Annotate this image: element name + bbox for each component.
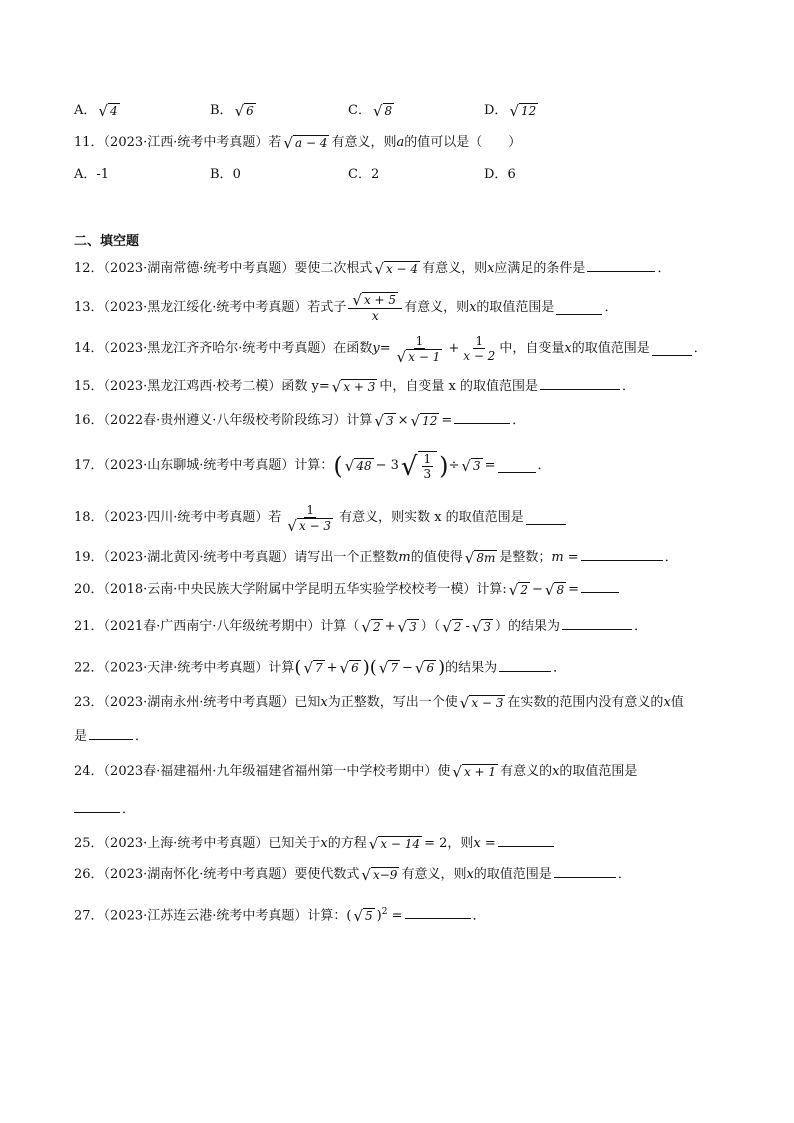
option-a xyxy=(74,166,109,184)
option-value: 2 xyxy=(370,167,380,182)
variable: x xyxy=(663,695,671,710)
fraction-numerator xyxy=(348,292,402,309)
radical: √ 6 xyxy=(234,101,254,120)
radicand: 4 xyxy=(109,103,118,118)
punctuation: ． xyxy=(604,300,618,315)
question-text: 的方程 xyxy=(327,836,367,851)
answer-blank[interactable] xyxy=(498,834,554,847)
operator: = xyxy=(563,550,579,565)
option-b xyxy=(210,166,241,184)
radicand: x + 3 xyxy=(343,379,376,394)
exponent: 2 xyxy=(381,907,388,917)
question-text: 应满足的条件是 xyxy=(494,261,586,276)
fraction-denominator: x − 2 xyxy=(463,349,496,363)
operator: + xyxy=(448,341,460,356)
radical: √ 3 xyxy=(471,617,492,636)
radical: √ 4 xyxy=(98,101,118,120)
left-paren: ( xyxy=(333,452,343,480)
question-text: 17．（2023·山东聊城·统考中考真题）计算： xyxy=(74,458,334,473)
question-text: 24．（2023春·福建福州·九年级福建省福州第一中学校考期中）使 xyxy=(74,764,451,779)
radical: √ 7 xyxy=(378,659,399,677)
right-paren: ) xyxy=(439,452,449,480)
question-text: 18．（2023·四川·统考中考真题）若 xyxy=(74,510,282,525)
radical: √ x − 3 xyxy=(459,693,504,712)
variable: x xyxy=(564,341,572,356)
radicand: 7 xyxy=(390,661,399,675)
fraction xyxy=(348,292,402,324)
radicand: x − 4 xyxy=(385,261,419,276)
fraction-numerator: 1 xyxy=(306,502,315,517)
variable: x xyxy=(552,764,560,779)
radicand: 6 xyxy=(426,661,435,675)
question-18 xyxy=(74,498,568,538)
radicand: 5 xyxy=(365,908,373,923)
radicand: 8 xyxy=(384,103,393,118)
option-c xyxy=(348,166,379,184)
radicand: 2 xyxy=(453,619,462,634)
question-text: 21．（2021春·广西南宁·八年级统考期中）计算（ xyxy=(74,619,360,634)
radical: √ 2 xyxy=(508,580,528,599)
option-letter: D． xyxy=(484,167,508,182)
question-text: 值 xyxy=(670,695,684,710)
fraction-denominator xyxy=(283,518,337,534)
radicand: 6 xyxy=(246,103,254,118)
radicand: 3 xyxy=(409,619,417,634)
option-letter: A． xyxy=(74,103,97,118)
answer-blank[interactable] xyxy=(526,512,566,525)
radical: √ 3 xyxy=(374,411,394,430)
radical: √ x − 3 xyxy=(287,516,332,535)
radicand: x + 5 xyxy=(363,293,397,307)
answer-blank[interactable] xyxy=(540,377,620,390)
question-text: 23．（2023·湖南永州·统考中考真题）已知 xyxy=(74,695,321,710)
question-25 xyxy=(74,834,556,853)
punctuation: ． xyxy=(617,867,631,882)
radical: √ x + 3 xyxy=(331,377,376,396)
radicand xyxy=(418,451,438,482)
option-b xyxy=(210,102,258,120)
radicand: 12 xyxy=(422,413,438,428)
radical: √ 8 xyxy=(372,101,393,120)
option-letter: C． xyxy=(348,103,371,118)
question-text: 有意义，则 xyxy=(401,867,467,882)
option-letter: D． xyxy=(484,103,508,118)
radical: √ a − 4 xyxy=(283,133,328,152)
variable: a xyxy=(396,135,405,150)
question-13 xyxy=(74,291,617,325)
question-26 xyxy=(74,865,631,884)
fraction xyxy=(283,503,337,534)
variable: x xyxy=(469,300,477,315)
fraction xyxy=(461,334,497,364)
radical: √ 12 xyxy=(410,411,438,430)
radical: √ x − 14 xyxy=(368,834,421,853)
radicand: 7 xyxy=(315,661,323,675)
left-paren: ( xyxy=(294,657,302,678)
question-text: 16．（2022春·贵州遵义·八年级校考阶段练习）计算 xyxy=(74,413,373,428)
punctuation: ． xyxy=(622,379,636,394)
fraction-denominator: 3 xyxy=(423,466,432,481)
option-letter: B． xyxy=(210,167,233,182)
punctuation: ． xyxy=(664,550,678,565)
operator: × xyxy=(397,413,409,428)
answer-blank[interactable] xyxy=(89,727,133,740)
question-21 xyxy=(74,617,647,636)
radical: √ 8 xyxy=(544,580,565,599)
radicand: a − 4 xyxy=(294,135,328,150)
operator: = xyxy=(480,836,496,851)
question-text: 11．（2023·江西·统考中考真题）若 xyxy=(74,135,282,150)
answer-blank[interactable] xyxy=(581,548,663,561)
question-23-cont xyxy=(74,727,148,746)
operator: - xyxy=(465,619,470,634)
radical: √ 3 xyxy=(461,457,481,475)
operator: = xyxy=(387,908,403,924)
question-text: 在实数的范围内没有意义的 xyxy=(507,695,664,710)
question-text: 27．（2023·江苏连云港·统考中考真题）计算：( xyxy=(74,908,352,924)
punctuation: ． xyxy=(553,660,567,676)
fraction xyxy=(393,334,447,365)
radicand: 3 xyxy=(472,459,481,473)
option-letter: B． xyxy=(210,103,233,118)
radicand: 6 xyxy=(351,661,359,675)
answer-blank[interactable] xyxy=(581,580,619,593)
variable: x xyxy=(487,261,495,276)
punctuation: ． xyxy=(472,908,486,924)
question-text: 的取值范围是 xyxy=(559,764,638,779)
radical: √ 2 xyxy=(442,617,462,636)
question-text: ）的结果为 xyxy=(495,619,561,634)
radical: √ x − 4 xyxy=(374,259,419,278)
question-17 xyxy=(74,444,551,488)
radicand: 12 xyxy=(521,103,537,118)
variable: m xyxy=(398,550,411,565)
radical: √ x−9 xyxy=(361,865,398,884)
question-16 xyxy=(74,411,525,430)
question-text: 有意义，则 xyxy=(331,135,397,150)
question-text: 12．（2023·湖南常德·统考中考真题）要使二次根式 xyxy=(74,261,373,276)
radical: √ 6 xyxy=(339,659,359,677)
question-12 xyxy=(74,259,670,278)
radicand: x−9 xyxy=(372,867,398,882)
question-text: 的值可以是（ ） xyxy=(404,135,522,150)
question-text: ）（ xyxy=(420,619,441,634)
operator: = xyxy=(568,582,579,597)
question-text: 的值使得 xyxy=(410,550,463,565)
punctuation: ． xyxy=(512,413,526,428)
answer-blank[interactable] xyxy=(405,906,471,919)
option-letter: A． xyxy=(74,167,97,182)
radical: √ x + 5 xyxy=(352,291,397,309)
option-value: -1 xyxy=(96,167,110,182)
operator: ÷ xyxy=(448,458,460,473)
variable: x xyxy=(320,836,328,851)
option-letter: C． xyxy=(348,167,371,182)
question-text: 有意义的 xyxy=(500,764,553,779)
radical: √ 7 xyxy=(303,659,323,677)
question-text: 20．（2018·云南·中央民族大学附属中学昆明五华实验学校校考一模）计算: xyxy=(74,582,507,597)
radicand: x − 3 xyxy=(471,695,504,710)
option-d xyxy=(484,102,540,120)
answer-blank[interactable] xyxy=(562,617,632,630)
answer-blank[interactable] xyxy=(554,865,616,878)
radical: √ 3 xyxy=(397,617,417,636)
answer-blank[interactable] xyxy=(556,302,602,315)
question-text: 22．（2023·天津·统考中考真题）计算 xyxy=(74,660,295,676)
radicand: 3 xyxy=(483,619,492,634)
variable: m xyxy=(551,550,564,565)
operator: − xyxy=(531,582,543,597)
question-text: 14．（2023·黑龙江齐齐哈尔·统考中考真题）在函数 xyxy=(74,341,373,356)
fraction-denominator: x xyxy=(371,309,379,323)
answer-blank[interactable] xyxy=(454,411,510,424)
radicand: 48 xyxy=(356,459,372,473)
question-text: 13．（2023·黑龙江绥化·统考中考真题）若式子 xyxy=(74,300,347,315)
question-24 xyxy=(74,763,637,781)
question-text: 有意义，则实数 x 的取值范围是 xyxy=(339,510,524,525)
radicand: x + 1 xyxy=(463,764,497,779)
operator: = xyxy=(379,341,391,356)
punctuation: ． xyxy=(657,261,671,276)
variable: x xyxy=(466,867,474,882)
question-text: = 2，则 xyxy=(424,836,474,851)
left-paren: ( xyxy=(369,657,377,678)
right-paren: ) xyxy=(438,657,446,678)
answer-blank[interactable] xyxy=(498,460,536,473)
answer-blank[interactable] xyxy=(499,659,551,672)
option-c xyxy=(348,102,396,120)
radical: √ 8m xyxy=(464,548,496,567)
fraction xyxy=(422,452,434,482)
question-text: 的取值范围是 xyxy=(473,867,552,882)
radical: √ x + 1 xyxy=(452,762,497,781)
operator: = xyxy=(441,413,453,428)
fraction-numerator: 1 xyxy=(415,333,424,348)
question-text: 25．（2023·上海·统考中考真题）已知关于 xyxy=(74,836,321,851)
radical: √ 5 xyxy=(353,906,373,925)
question-24-cont xyxy=(74,800,135,819)
question-text: 26．（2023·湖南怀化·统考中考真题）要使代数式 xyxy=(74,867,360,882)
question-text: 是整数； xyxy=(499,550,552,565)
question-text: 有意义，则 xyxy=(404,300,470,315)
punctuation: ． xyxy=(537,458,551,473)
operator: + xyxy=(326,660,338,676)
radicand: x − 3 xyxy=(298,518,332,533)
question-14 xyxy=(74,330,707,368)
radical: √ 12 xyxy=(509,101,537,120)
option-d xyxy=(484,166,516,184)
radicand: 8 xyxy=(556,582,565,597)
radical: √ 2 xyxy=(361,617,381,636)
option-a xyxy=(74,102,122,120)
fraction-numerator: 1 xyxy=(475,334,484,348)
operator: + xyxy=(384,619,396,634)
answer-blank[interactable] xyxy=(587,259,655,272)
variable: x xyxy=(320,695,328,710)
question-text: 的取值范围是 xyxy=(571,341,650,356)
punctuation: ． xyxy=(122,802,136,817)
question-22 xyxy=(74,656,566,680)
question-27 xyxy=(74,903,486,925)
punctuation: ) xyxy=(376,908,382,924)
question-text: 的结果为 xyxy=(445,660,498,676)
question-text: 15．（2023·黑龙江鸡西·校考二模）函数 y= xyxy=(74,379,330,394)
radicand: 8m xyxy=(476,550,496,565)
question-text: 中，自变量 x 的取值范围是 xyxy=(379,379,539,394)
right-paren: ) xyxy=(362,657,370,678)
question-11 xyxy=(74,134,521,152)
punctuation: ． xyxy=(135,729,149,744)
radical: √ $\frac{1}{3}$ xyxy=(401,451,437,482)
question-text: 为正整数，写出一个使 xyxy=(327,695,458,710)
operator: − xyxy=(402,660,413,676)
fraction-numerator: 1 xyxy=(423,451,432,466)
radicand: 2 xyxy=(520,582,528,597)
question-23 xyxy=(74,694,684,712)
question-text: 中，自变量 xyxy=(499,341,565,356)
question-19 xyxy=(74,548,678,567)
punctuation: ． xyxy=(634,619,648,634)
operator: − 3 xyxy=(375,458,399,473)
question-text: 19．（2023·湖北黄冈·统考中考真题）请写出一个正整数 xyxy=(74,550,399,565)
radical: √ 6 xyxy=(414,659,435,677)
variable: x xyxy=(473,836,481,851)
option-value: 6 xyxy=(507,167,516,182)
question-20 xyxy=(74,580,621,599)
answer-blank[interactable] xyxy=(652,343,692,356)
punctuation: ． xyxy=(693,341,707,356)
question-text: 是 xyxy=(74,729,88,744)
fraction-denominator xyxy=(393,349,447,365)
answer-blank[interactable] xyxy=(74,800,120,813)
option-value: 0 xyxy=(232,167,241,182)
question-15 xyxy=(74,377,635,396)
section-title: 二、填空题 xyxy=(74,234,140,249)
radical: √ 48 xyxy=(344,457,372,475)
question-text: 有意义，则 xyxy=(422,261,488,276)
variable: y xyxy=(372,341,380,356)
radical: √ x − 1 xyxy=(396,347,441,366)
radicand: x − 14 xyxy=(380,836,421,851)
radicand: x − 1 xyxy=(408,349,441,364)
operator: = xyxy=(484,458,496,473)
question-text: 的取值范围是 xyxy=(476,300,555,315)
radicand: 2 xyxy=(372,619,381,634)
radicand: 3 xyxy=(385,413,394,428)
